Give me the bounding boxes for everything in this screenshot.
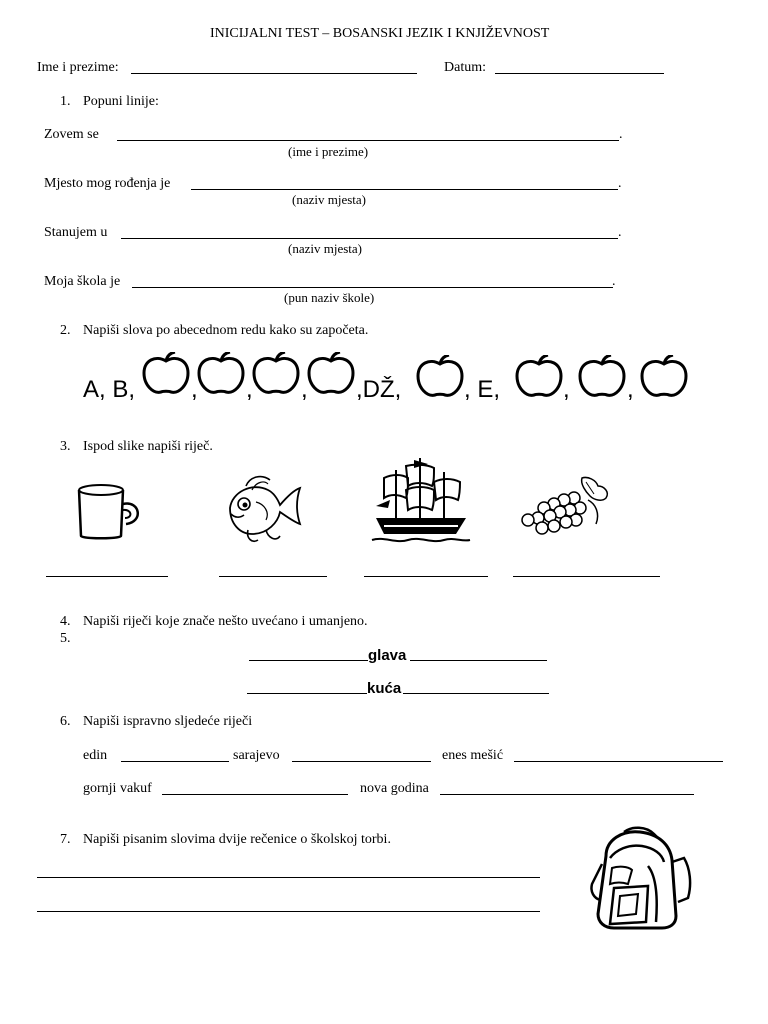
q1-row-field[interactable] — [132, 287, 613, 288]
letter-sequence-text: ,DŽ, — [356, 376, 402, 403]
name-label: Ime i prezime: — [37, 60, 119, 75]
picture-answer-field[interactable] — [46, 576, 168, 577]
ship-icon — [370, 456, 472, 546]
fish-icon — [222, 472, 304, 546]
date-field[interactable] — [495, 73, 664, 74]
apple-icon[interactable] — [307, 352, 355, 396]
letter-sequence-text: , — [301, 376, 308, 403]
q1-text: Popuni linije: — [83, 94, 159, 109]
q1-row-end: . — [618, 225, 622, 240]
apple-icon[interactable] — [197, 352, 245, 396]
word-to-correct: edin — [83, 748, 108, 763]
word-prompt: glava — [368, 647, 407, 664]
apple-icon[interactable] — [578, 355, 626, 399]
picture-answer-field[interactable] — [219, 576, 327, 577]
page-title: INICIJALNI TEST – BOSANSKI JEZIK I KNJIŽEVNOST — [210, 26, 550, 41]
diminutive-field[interactable] — [410, 660, 547, 661]
sentence-field[interactable] — [37, 877, 540, 878]
letter-sequence-text: , — [246, 376, 253, 403]
q2-number: 2. — [60, 323, 71, 338]
q1-row-field[interactable] — [121, 238, 618, 239]
apple-icon[interactable] — [640, 355, 688, 399]
cup-icon — [74, 482, 146, 542]
letter-sequence-text: A, B, — [83, 376, 136, 403]
q1-row-end: . — [618, 176, 622, 191]
q1-number: 1. — [60, 94, 71, 109]
q1-row-field[interactable] — [191, 189, 618, 190]
q1-row-label: Stanujem u — [44, 225, 108, 240]
apple-icon[interactable] — [142, 352, 190, 396]
date-label: Datum: — [444, 60, 486, 75]
q1-row-label: Moja škola je — [44, 274, 121, 289]
word-to-correct: nova godina — [360, 781, 429, 796]
correction-field[interactable] — [121, 761, 229, 762]
word-prompt: kuća — [367, 680, 402, 697]
correction-field[interactable] — [292, 761, 431, 762]
backpack-icon — [584, 826, 696, 932]
word-to-correct: sarajevo — [233, 748, 280, 763]
word-to-correct: gornji vakuf — [83, 781, 152, 796]
grapes-icon — [516, 474, 612, 538]
picture-answer-field[interactable] — [513, 576, 660, 577]
letter-sequence-text: , E, — [464, 376, 501, 403]
q6-number: 6. — [60, 714, 71, 729]
word-to-correct: enes mešić — [442, 748, 504, 763]
letter-sequence-text: , — [627, 376, 634, 403]
correction-field[interactable] — [162, 794, 348, 795]
q1-row-hint: (naziv mjesta) — [292, 192, 366, 207]
correction-field[interactable] — [514, 761, 723, 762]
apple-icon[interactable] — [416, 355, 464, 399]
name-field[interactable] — [131, 73, 417, 74]
q6-text: Napiši ispravno sljedeće riječi — [83, 714, 253, 729]
diminutive-field[interactable] — [403, 693, 549, 694]
letter-sequence-text: , — [191, 376, 198, 403]
q1-row-end: . — [612, 274, 616, 289]
q7-number: 7. — [60, 832, 71, 847]
sentence-field[interactable] — [37, 911, 540, 912]
letter-sequence-text: , — [563, 376, 570, 403]
apple-icon[interactable] — [252, 352, 300, 396]
q1-row-hint: (naziv mjesta) — [288, 241, 362, 256]
q4-number: 4. — [60, 614, 71, 629]
q1-row-hint: (ime i prezime) — [288, 144, 369, 159]
q1-row-label: Zovem se — [44, 127, 99, 142]
q2-text: Napiši slova po abecednom redu kako su započeta. — [83, 323, 369, 338]
q7-text: Napiši pisanim slovima dvije rečenice o školskoj torbi. — [83, 832, 391, 847]
q1-row-end: . — [619, 127, 623, 142]
q1-row-field[interactable] — [117, 140, 619, 141]
q1-row-hint: (pun naziv škole) — [284, 290, 375, 305]
q3-number: 3. — [60, 439, 71, 454]
q3-text: Ispod slike napiši riječ. — [83, 439, 213, 454]
q1-row-label: Mjesto mog rođenja je — [44, 176, 171, 191]
q5-number: 5. — [60, 631, 71, 646]
picture-answer-field[interactable] — [364, 576, 488, 577]
apple-icon[interactable] — [515, 355, 563, 399]
correction-field[interactable] — [440, 794, 694, 795]
augmentative-field[interactable] — [247, 693, 367, 694]
q4-text: Napiši riječi koje znače nešto uvećano i umanjeno. — [83, 614, 368, 629]
augmentative-field[interactable] — [249, 660, 368, 661]
